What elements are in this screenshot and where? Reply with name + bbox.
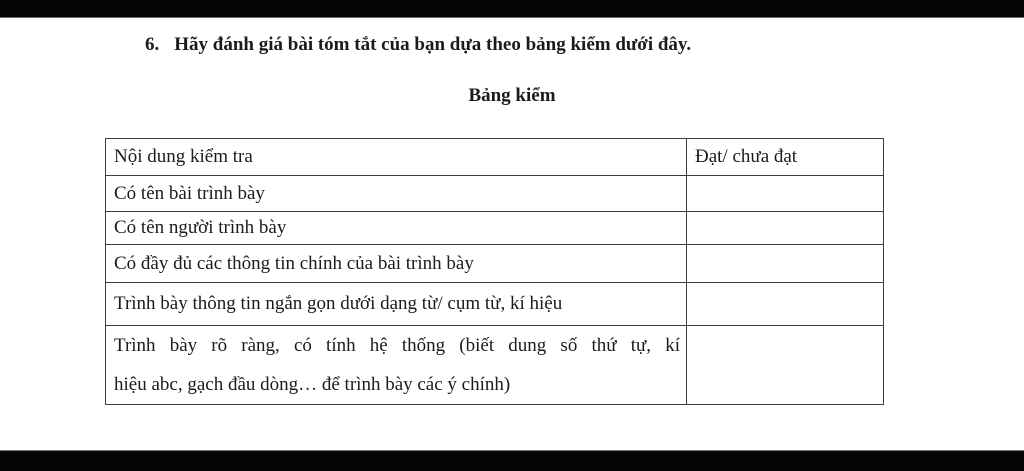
table-row [106,212,884,245]
table-row [106,283,884,326]
table-header-criteria: Nội dung kiểm tra [106,139,687,176]
criteria-cell: Có tên người trình bày [106,212,687,245]
table-header-row [106,139,884,176]
question-number: 6. [145,34,160,55]
table-row [106,326,884,405]
status-cell [687,326,884,405]
status-cell [687,283,884,326]
criteria-cell: Có tên bài trình bày [106,176,687,212]
table-row [106,176,884,212]
question-text: Hãy đánh giá bài tóm tắt của bạn dựa theo bảng kiểm dưới đây. [174,34,692,55]
status-cell [687,176,884,212]
bottom-letterbox-bar [0,450,1024,471]
question-heading [145,31,865,58]
top-letterbox-bar [0,0,1024,18]
criteria-cell: Có đầy đủ các thông tin chính của bài trình bày [106,245,687,283]
criteria-line-1: Trình bày rõ ràng, có tính hệ thống (biết dung số thứ tự, kí [114,335,680,356]
criteria-line-2: hiệu abc, gạch đầu dòng… để trình bày các ý chính) [114,374,511,395]
status-cell [687,245,884,283]
status-cell [687,212,884,245]
table-title: Bảng kiểm [468,85,556,106]
table-header-status: Đạt/ chưa đạt [687,139,884,176]
criteria-cell [106,326,687,405]
checklist-table [105,138,884,405]
table-row [106,245,884,283]
criteria-cell: Trình bày thông tin ngắn gọn dưới dạng từ/ cụm từ, kí hiệu [106,283,687,326]
